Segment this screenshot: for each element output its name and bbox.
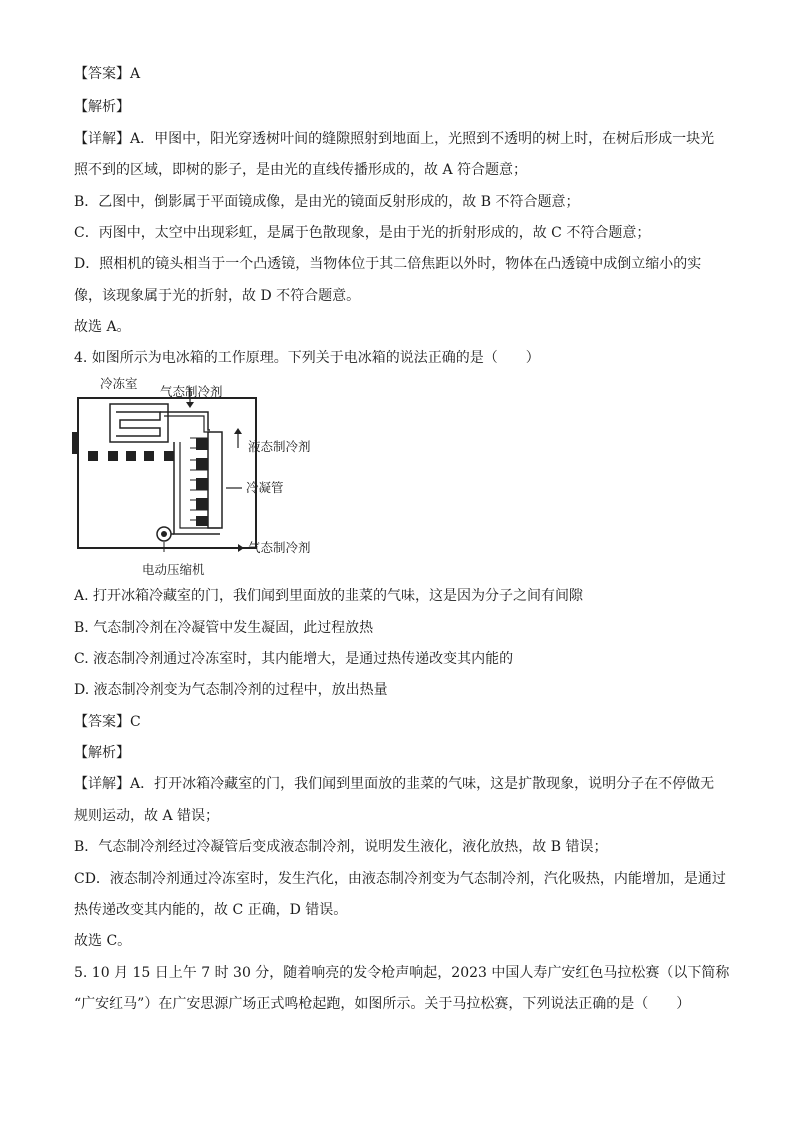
q3-detail-line: 【详解】A．甲图中，阳光穿透树叶间的缝隙照射到地面上，光照到不透明的树上时，在树后形成一块光 [74,131,715,147]
shelf-block [88,451,98,461]
q5-stem-line: “广安红马”）在广安思源广场正式鸣枪起跑，如图所示。关于马拉松赛，下列说法正确的是（ ） [74,996,691,1012]
q4-detail-line: CD．液态制冷剂通过冷冻室时，发生汽化，由液态制冷剂变为气态制冷剂，汽化吸热，内能增加，是通过 [74,871,726,887]
label-gas-refrigerant-bottom: 气态制冷剂 [248,540,311,555]
label-liquid-refrigerant: 液态制冷剂 [248,439,311,454]
gas-pipe-top-inner [164,416,210,432]
q3-answer: 【答案】A [74,66,141,82]
q5-stem-line: 5. 10 月 15 日上午 7 时 30 分，随着响亮的发令枪声响起，2023 中国人寿广安红色马拉松赛（以下简称 [74,965,730,981]
door-handle [72,432,79,454]
q4-option-c: C. 液态制冷剂通过冷冻室时，其内能增大，是通过热传递改变其内能的 [74,651,514,667]
q3-detail-line: 像，该现象属于光的折射，故 D 不符合题意。 [74,288,361,304]
q4-detail-line: 规则运动，故 A 错误； [74,808,220,824]
q4-detail-line: B．气态制冷剂经过冷凝管后变成液态制冷剂，说明发生液化，液化放热，故 B 错误； [74,839,608,855]
label-condenser: 冷凝管 [246,480,284,495]
arrow-liquid-head [234,428,242,434]
q4-detail-line: 热传递改变其内能的，故 C 正确，D 错误。 [74,902,348,918]
arrow-gas-top-head [186,402,194,408]
q3-detail-line: B．乙图中，倒影属于平面镜成像，是由光的镜面反射形成的，故 B 不符合题意； [74,194,580,210]
q4-answer: 【答案】C [74,714,141,730]
condenser-fin [196,516,208,526]
q3-detail-line: D．照相机的镜头相当于一个凸透镜，当物体位于其二倍焦距以外时，物体在凸透镜中成倒立缩小的实 [74,256,702,272]
refrigerator-diagram [70,376,330,582]
shelf-block [108,451,118,461]
q3-detail-line: 照不到的区域，即树的影子，是由光的直线传播形成的，故 A 符合题意； [74,162,528,178]
compressor-core [161,531,167,537]
q3-detail-line: C．丙图中，太空中出现彩虹，是属于色散现象，是由于光的折射形成的，故 C 不符合题意； [74,225,651,241]
q3-analysis-heading: 【解析】 [74,99,130,115]
arrow-gas-bottom-head [238,544,244,552]
q3-conclusion: 故选 A。 [74,319,131,335]
q4-conclusion: 故选 C。 [74,933,132,949]
label-compressor: 电动压缩机 [142,562,205,577]
refrigerator-diagram-svg [70,376,330,582]
q4-option-a: A. 打开冰箱冷藏室的门，我们闻到里面放的韭菜的气味，这是因为分子之间有间隙 [74,588,584,604]
evaporator-coil [116,412,160,436]
q4-option-b: B. 气态制冷剂在冷凝管中发生凝固，此过程放热 [74,620,374,636]
label-freezer: 冷冻室 [100,376,138,391]
q4-option-d: D. 液态制冷剂变为气态制冷剂的过程中，放出热量 [74,682,388,698]
shelf-block [144,451,154,461]
q4-analysis-heading: 【解析】 [74,745,130,761]
shelf-block [164,451,174,461]
condenser-frame [208,432,222,528]
q4-detail-line: 【详解】A．打开冰箱冷藏室的门，我们闻到里面放的韭菜的气味，这是扩散现象，说明分子在不停做无 [74,776,715,792]
label-gas-refrigerant-top: 气态制冷剂 [160,384,223,399]
q4-stem: 4. 如图所示为电冰箱的工作原理。下列关于电冰箱的说法正确的是（ ） [74,350,540,366]
shelf-block [126,451,136,461]
cabinet-outline [78,398,256,548]
